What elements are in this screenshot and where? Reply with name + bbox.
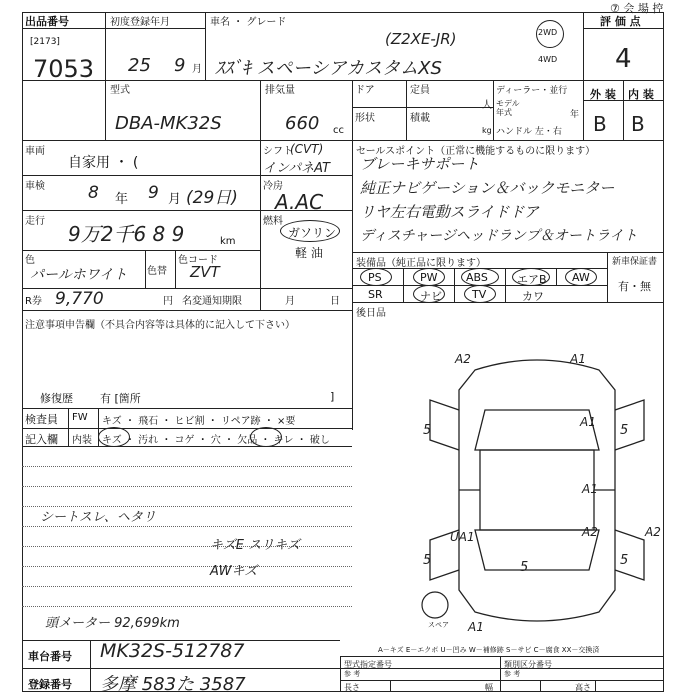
new-warranty-label: 新車保証書 bbox=[612, 257, 658, 267]
displacement-value: 660 bbox=[285, 113, 320, 134]
tire-rr: 5 bbox=[620, 553, 629, 568]
drive-2wd: 2WD bbox=[538, 28, 558, 37]
load-label: 積載 bbox=[410, 113, 430, 124]
remark-aw: AWキズ bbox=[210, 564, 258, 579]
shift-value2: インパネAT bbox=[263, 161, 330, 176]
car-name-value: ｽｽﾞｷ スペーシアカスタムXS bbox=[215, 58, 442, 79]
ref-label-1: 参 考 bbox=[344, 670, 361, 678]
sales-point-1: ブレーキサポート bbox=[360, 155, 480, 173]
shift-label: シフト bbox=[263, 146, 293, 157]
mark-a1-bottom: A1 bbox=[468, 620, 484, 634]
diagram-legend: A－キズ E－エクボ U－凹み W－補修跡 S－サビ C－腐食 XX－交換済 bbox=[378, 646, 600, 654]
spare-label: スペア bbox=[428, 621, 449, 629]
aircon-label: 冷房 bbox=[263, 181, 283, 192]
circle-tv bbox=[464, 285, 496, 303]
inspection-year-unit: 年 bbox=[115, 192, 129, 207]
name-change-day: 日 bbox=[330, 296, 340, 307]
lot-sub: [2173] bbox=[30, 37, 60, 47]
fuel-gasoline: ガソリン bbox=[288, 226, 337, 240]
mileage-unit: km bbox=[220, 236, 236, 247]
shift-value: (CVT) bbox=[290, 142, 324, 156]
tire-spare-num: 5 bbox=[520, 560, 529, 575]
notes-label: 注意事項申告欄（不具合内容等は具体的に記入して下さい） bbox=[25, 320, 295, 331]
inspector-fw: FW bbox=[72, 412, 88, 423]
inspector-fw-items: キズ ・ 飛石 ・ ヒビ割 ・ リペア跡 ・ ×要 bbox=[102, 416, 296, 427]
width-label: 幅 bbox=[485, 683, 493, 692]
color-value: パールホワイト bbox=[30, 267, 128, 283]
inspector-label2: 記入欄 bbox=[25, 433, 58, 446]
inspection-label: 車検 bbox=[25, 181, 45, 192]
lot-label: 出品番号 bbox=[25, 15, 69, 28]
color-code-label: 色コード bbox=[178, 255, 218, 266]
tire-fl: 5 bbox=[423, 423, 432, 438]
spare-tire-icon bbox=[422, 592, 448, 618]
registration-month-unit: 月 bbox=[192, 64, 202, 75]
equip-aw: AW bbox=[572, 271, 590, 284]
ext-value: B bbox=[593, 112, 607, 136]
fuel-circle bbox=[280, 220, 340, 242]
inspection-month: 9 bbox=[148, 183, 159, 203]
handle-label: ハンドル 左・右 bbox=[496, 127, 562, 137]
sales-points-label: セールスポイント（正常に機能するものに限ります） bbox=[356, 146, 596, 157]
equip-leather: カワ bbox=[522, 290, 544, 303]
equipment-label: 装備品（純正品に限ります） bbox=[356, 258, 486, 269]
tire-fr: 5 bbox=[620, 423, 629, 438]
int-value: B bbox=[631, 112, 645, 136]
score-value: 4 bbox=[615, 44, 632, 74]
class-spec-label: 類別区分番号 bbox=[504, 660, 552, 669]
recycle-label: R券 bbox=[25, 296, 42, 307]
registration-year: 25 bbox=[128, 55, 151, 76]
mark-a1-top: A1 bbox=[570, 352, 586, 366]
equip-abs: ABS bbox=[466, 271, 488, 284]
remark-seat: シートスレ、ヘタリ bbox=[40, 510, 156, 525]
equip-navi: ナビ bbox=[420, 290, 442, 303]
front-left-fender bbox=[430, 400, 459, 450]
mark-a2-top: A2 bbox=[455, 352, 471, 366]
fuel-diesel: 軽 油 bbox=[295, 246, 323, 260]
rear-glass bbox=[475, 530, 599, 570]
sales-point-2: 純正ナビゲーション＆バックモニター bbox=[360, 179, 615, 197]
mileage-label: 走行 bbox=[25, 216, 45, 227]
inspector-label: 検査員 bbox=[25, 413, 58, 426]
circle-airbag bbox=[512, 268, 550, 286]
load-unit: kg bbox=[482, 126, 492, 135]
color-label: 色 bbox=[25, 255, 35, 266]
car-name-label: 車名 ・ グレード bbox=[210, 17, 287, 28]
score-label: 評 価 点 bbox=[600, 15, 641, 28]
lot-number: 7053 bbox=[33, 55, 95, 83]
int-label: 内 装 bbox=[628, 88, 654, 101]
color-code: ZVT bbox=[190, 263, 220, 281]
dealer-label: ディーラー・並行 bbox=[496, 86, 568, 96]
registration-month: 9 bbox=[174, 55, 186, 76]
ext-label: 外 装 bbox=[590, 88, 616, 101]
shape-label: 形状 bbox=[355, 113, 375, 124]
model-label: 型式 bbox=[110, 85, 130, 96]
mileage-value: 9万2千6 8 9 bbox=[68, 222, 185, 246]
venue-copy-label: ⑦ 会 場 控 bbox=[610, 2, 664, 15]
grade-note: (Z2XE-JR) bbox=[385, 30, 457, 48]
remark-scratch: キズE スリキズ bbox=[210, 538, 300, 553]
displacement-label: 排気量 bbox=[265, 85, 295, 96]
circle-ps bbox=[360, 268, 392, 286]
equip-pw: PW bbox=[420, 271, 438, 284]
mark-a1-right-door: A1 bbox=[582, 482, 598, 496]
equip-ps: PS bbox=[368, 271, 382, 284]
plate-label: 登録番号 bbox=[28, 678, 72, 691]
displacement-unit: cc bbox=[333, 125, 344, 136]
sales-point-4: ディスチャージヘッドランプ＆オートライト bbox=[360, 228, 638, 244]
drive-4wd: 4WD bbox=[538, 55, 558, 64]
repair-value: 有 [箇所 bbox=[100, 392, 141, 405]
usage-label: 車両 bbox=[25, 146, 45, 157]
recycle-unit: 円 bbox=[163, 296, 173, 307]
mark-a2-rear: A2 bbox=[582, 525, 598, 539]
car-diagram bbox=[400, 350, 675, 635]
color-change-label: 色替 bbox=[147, 266, 167, 277]
circle-navi bbox=[413, 285, 445, 303]
model-year-label2: 年式 bbox=[496, 108, 512, 117]
registration-label: 初度登録年月 bbox=[110, 17, 170, 28]
capacity-label: 定員 bbox=[410, 85, 430, 96]
circle-missing bbox=[250, 427, 282, 447]
name-change-month: 月 bbox=[285, 296, 295, 307]
ref-label-2: 参 考 bbox=[504, 670, 521, 678]
circle-pw bbox=[413, 268, 445, 286]
remark-meter: 頭メーター 92,699km bbox=[45, 616, 180, 631]
mark-ua1-left: UA1 bbox=[450, 530, 475, 544]
model-value: DBA-MK32S bbox=[115, 113, 222, 134]
repair-label: 修復歴 bbox=[40, 392, 73, 405]
fuel-label: 燃料 bbox=[263, 216, 283, 227]
model-year-unit: 年 bbox=[570, 110, 580, 120]
height-label: 高さ bbox=[575, 683, 591, 692]
circle-kizu bbox=[98, 427, 130, 447]
name-change-label: 名変通知期限 bbox=[182, 296, 242, 307]
mark-a1-right-front: A1 bbox=[580, 415, 596, 429]
sales-point-3: リヤ左右電動スライドドア bbox=[360, 203, 539, 221]
repair-close: ] bbox=[330, 390, 335, 403]
circle-aw bbox=[565, 268, 597, 286]
doors-label: ドア bbox=[355, 85, 375, 96]
inspection-year: 8 bbox=[88, 183, 99, 203]
plate-value: 多摩 583た 3587 bbox=[100, 674, 246, 695]
recycle-value: 9,770 bbox=[55, 289, 104, 309]
rear-items-label: 後日品 bbox=[356, 308, 386, 319]
chassis-label: 車台番号 bbox=[28, 650, 72, 663]
capacity-unit: 人 bbox=[482, 100, 492, 111]
circle-abs bbox=[461, 268, 499, 286]
equip-airbag: エアB bbox=[517, 273, 547, 286]
inspector-inner: 内装 bbox=[72, 435, 92, 446]
inspector-inner-items: キズ ・ 汚れ ・ コゲ ・ 穴 ・ 欠品 ・ キレ ・ 破し bbox=[102, 435, 330, 446]
inspection-day: (29日) bbox=[186, 188, 238, 208]
length-label: 長さ bbox=[344, 683, 360, 692]
roof bbox=[480, 450, 594, 530]
new-warranty-value: 有・無 bbox=[618, 280, 651, 293]
usage-value: 自家用 ・ ( bbox=[68, 155, 139, 171]
type-spec-label: 型式指定番号 bbox=[344, 660, 392, 669]
inspection-month-unit: 月 bbox=[168, 192, 182, 207]
tire-rl: 5 bbox=[423, 553, 432, 568]
mark-a2-right: A2 bbox=[645, 525, 661, 539]
aircon-value: A.AC bbox=[275, 190, 324, 214]
model-year-label: モデル bbox=[496, 99, 520, 108]
chassis-value: MK32S-512787 bbox=[100, 640, 245, 662]
equip-sr: SR bbox=[368, 288, 383, 301]
equip-tv: TV bbox=[472, 288, 487, 301]
